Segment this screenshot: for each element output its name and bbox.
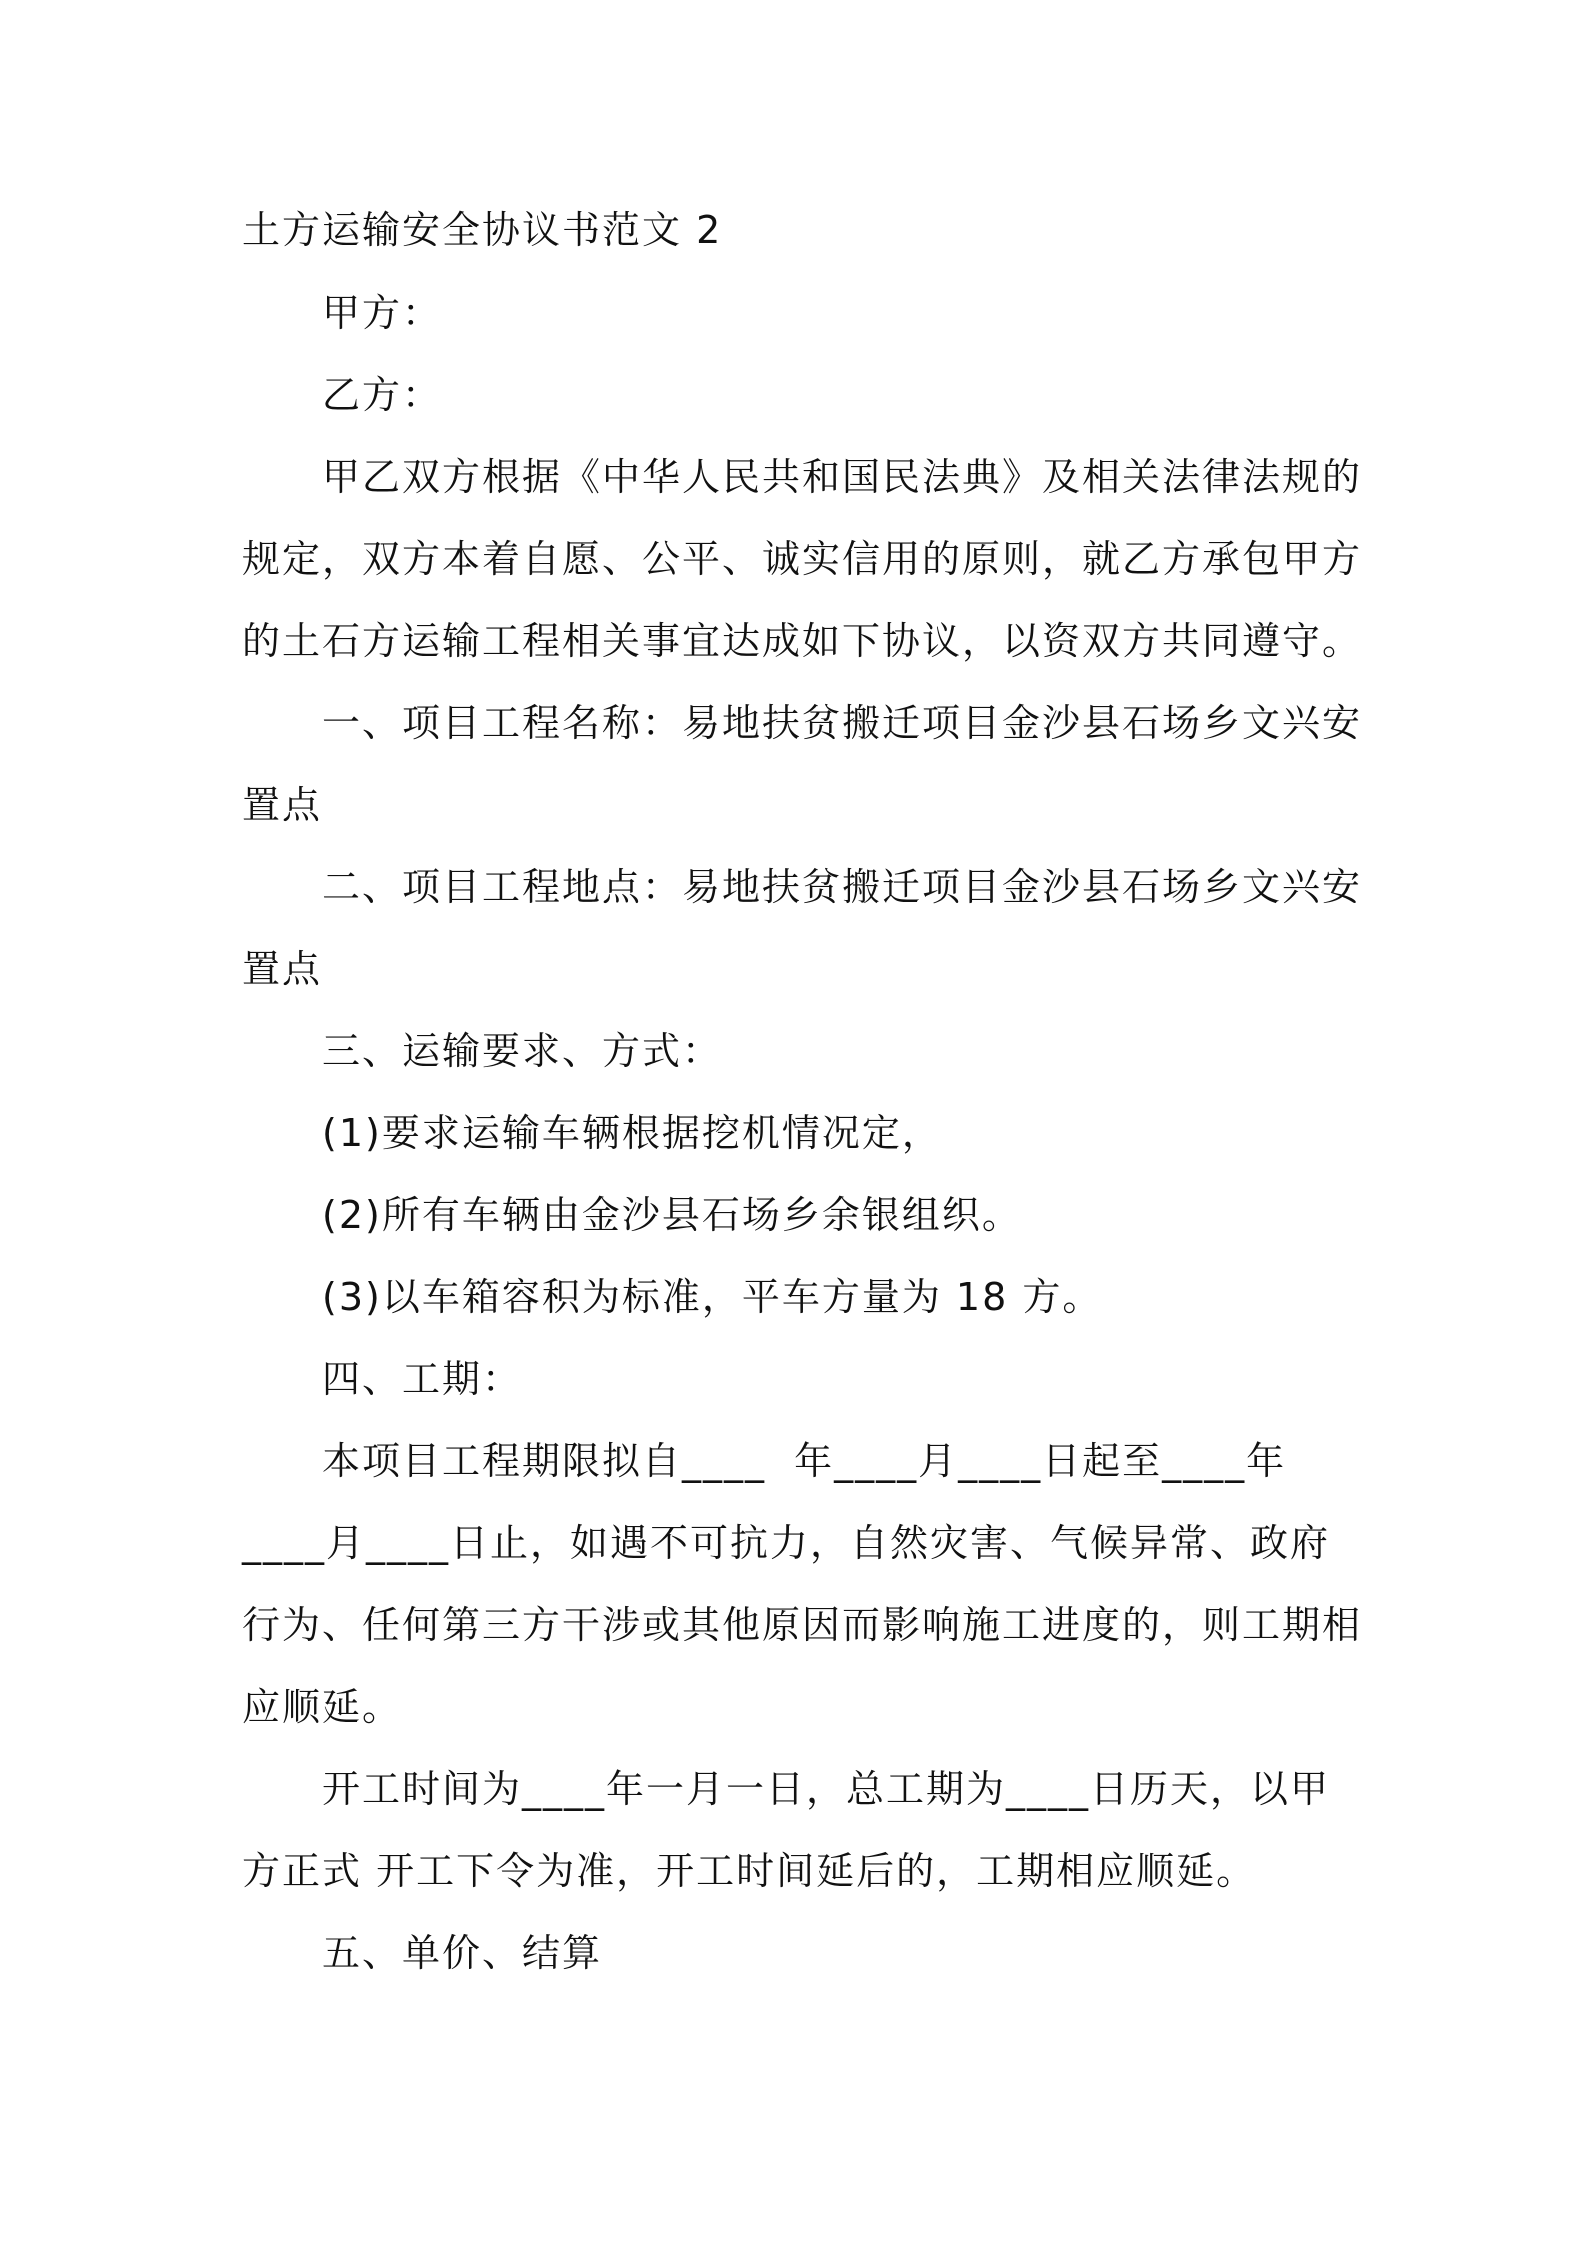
start-time-line: 开工时间为____年一月一日，总工期为____日历天，以甲 [322, 1767, 1331, 1811]
schedule-para-line: 行为、任何第三方干涉或其他原因而影响施工进度的，则工期相 [242, 1603, 1363, 1647]
section-project-location-cont: 置点 [242, 947, 323, 991]
transport-item: (3)以车箱容积为标准，平车方量为 18 方。 [322, 1275, 1103, 1319]
transport-item: (2)所有车辆由金沙县石场乡余银组织。 [322, 1193, 1022, 1237]
section-project-name: 一、项目工程名称：易地扶贫搬迁项目金沙县石场乡文兴安 [322, 701, 1363, 745]
schedule-para-line: 本项目工程期限拟自____ 年____月____日起至____年 [322, 1439, 1287, 1483]
section-price-heading: 五、单价、结算 [322, 1931, 603, 1975]
section-transport-heading: 三、运输要求、方式： [322, 1029, 723, 1073]
schedule-para-line: ____月____日止，如遇不可抗力，自然灾害、气候异常、政府 [242, 1521, 1331, 1565]
document-title: 土方运输安全协议书范文 2 [242, 208, 723, 252]
schedule-para-line: 应顺延。 [242, 1685, 403, 1729]
intro-line: 的土石方运输工程相关事宜达成如下协议，以资双方共同遵守。 [242, 619, 1363, 663]
party-b-label: 乙方： [322, 373, 443, 417]
section-project-location: 二、项目工程地点：易地扶贫搬迁项目金沙县石场乡文兴安 [322, 865, 1363, 909]
section-project-name-cont: 置点 [242, 783, 323, 827]
intro-line: 甲乙双方根据《中华人民共和国民法典》及相关法律法规的 [322, 455, 1363, 499]
intro-line: 规定，双方本着自愿、公平、诚实信用的原则，就乙方承包甲方 [242, 537, 1363, 581]
party-a-label: 甲方： [322, 291, 443, 335]
section-schedule-heading: 四、工期： [322, 1357, 523, 1401]
start-time-line: 方正式 开工下令为准，开工时间延后的，工期相应顺延。 [242, 1849, 1257, 1893]
transport-item: (1)要求运输车辆根据挖机情况定， [322, 1111, 942, 1155]
